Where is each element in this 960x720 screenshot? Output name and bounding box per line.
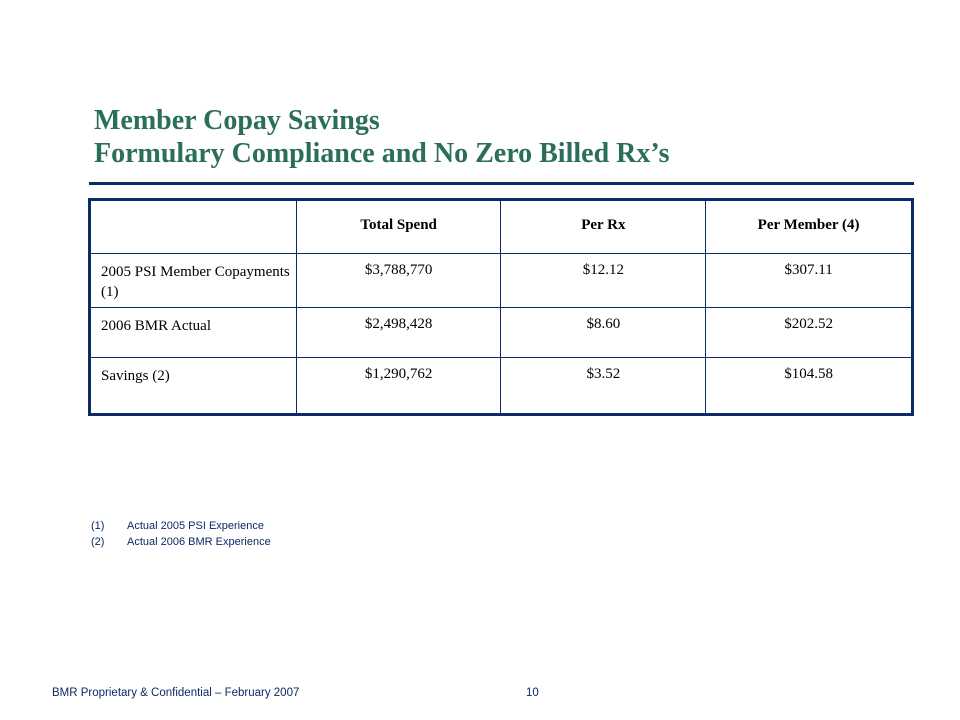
footnote-text: Actual 2005 PSI Experience bbox=[127, 520, 264, 532]
savings-table bbox=[88, 198, 914, 416]
footer-confidential: BMR Proprietary & Confidential – February 2007 bbox=[52, 687, 300, 699]
cell-per-rx: $8.60 bbox=[501, 308, 706, 358]
cell-per-member: $307.11 bbox=[706, 254, 913, 308]
footnote-number: (1) bbox=[91, 520, 105, 532]
cell-per-rx: $3.52 bbox=[501, 358, 706, 415]
cell-per-rx: $12.12 bbox=[501, 254, 706, 308]
table-header-row bbox=[90, 200, 913, 254]
slide-title bbox=[94, 104, 914, 170]
header-per-rx: Per Rx bbox=[501, 200, 706, 254]
row-label: 2005 PSI Member Copayments (1) bbox=[90, 254, 297, 308]
cell-per-member: $104.58 bbox=[706, 358, 913, 415]
table-row bbox=[90, 358, 913, 415]
footnotes bbox=[91, 518, 271, 550]
header-per-member: Per Member (4) bbox=[706, 200, 913, 254]
footnote-1 bbox=[91, 518, 271, 534]
header-cell-empty bbox=[90, 200, 297, 254]
footnote-number: (2) bbox=[91, 536, 105, 548]
header-total-spend: Total Spend bbox=[296, 200, 501, 254]
cell-per-member: $202.52 bbox=[706, 308, 913, 358]
title-underline bbox=[89, 182, 914, 185]
footnote-2 bbox=[91, 534, 271, 550]
title-line-2: Formulary Compliance and No Zero Billed Rx’s bbox=[94, 138, 670, 169]
title-line-1: Member Copay Savings bbox=[94, 105, 380, 136]
cell-total-spend: $2,498,428 bbox=[296, 308, 501, 358]
footnote-text: Actual 2006 BMR Experience bbox=[127, 536, 271, 548]
row-label: 2006 BMR Actual bbox=[90, 308, 297, 358]
table-row bbox=[90, 254, 913, 308]
page-number: 10 bbox=[526, 687, 539, 699]
row-label: Savings (2) bbox=[90, 358, 297, 415]
cell-total-spend: $3,788,770 bbox=[296, 254, 501, 308]
cell-total-spend: $1,290,762 bbox=[296, 358, 501, 415]
table-row bbox=[90, 308, 913, 358]
